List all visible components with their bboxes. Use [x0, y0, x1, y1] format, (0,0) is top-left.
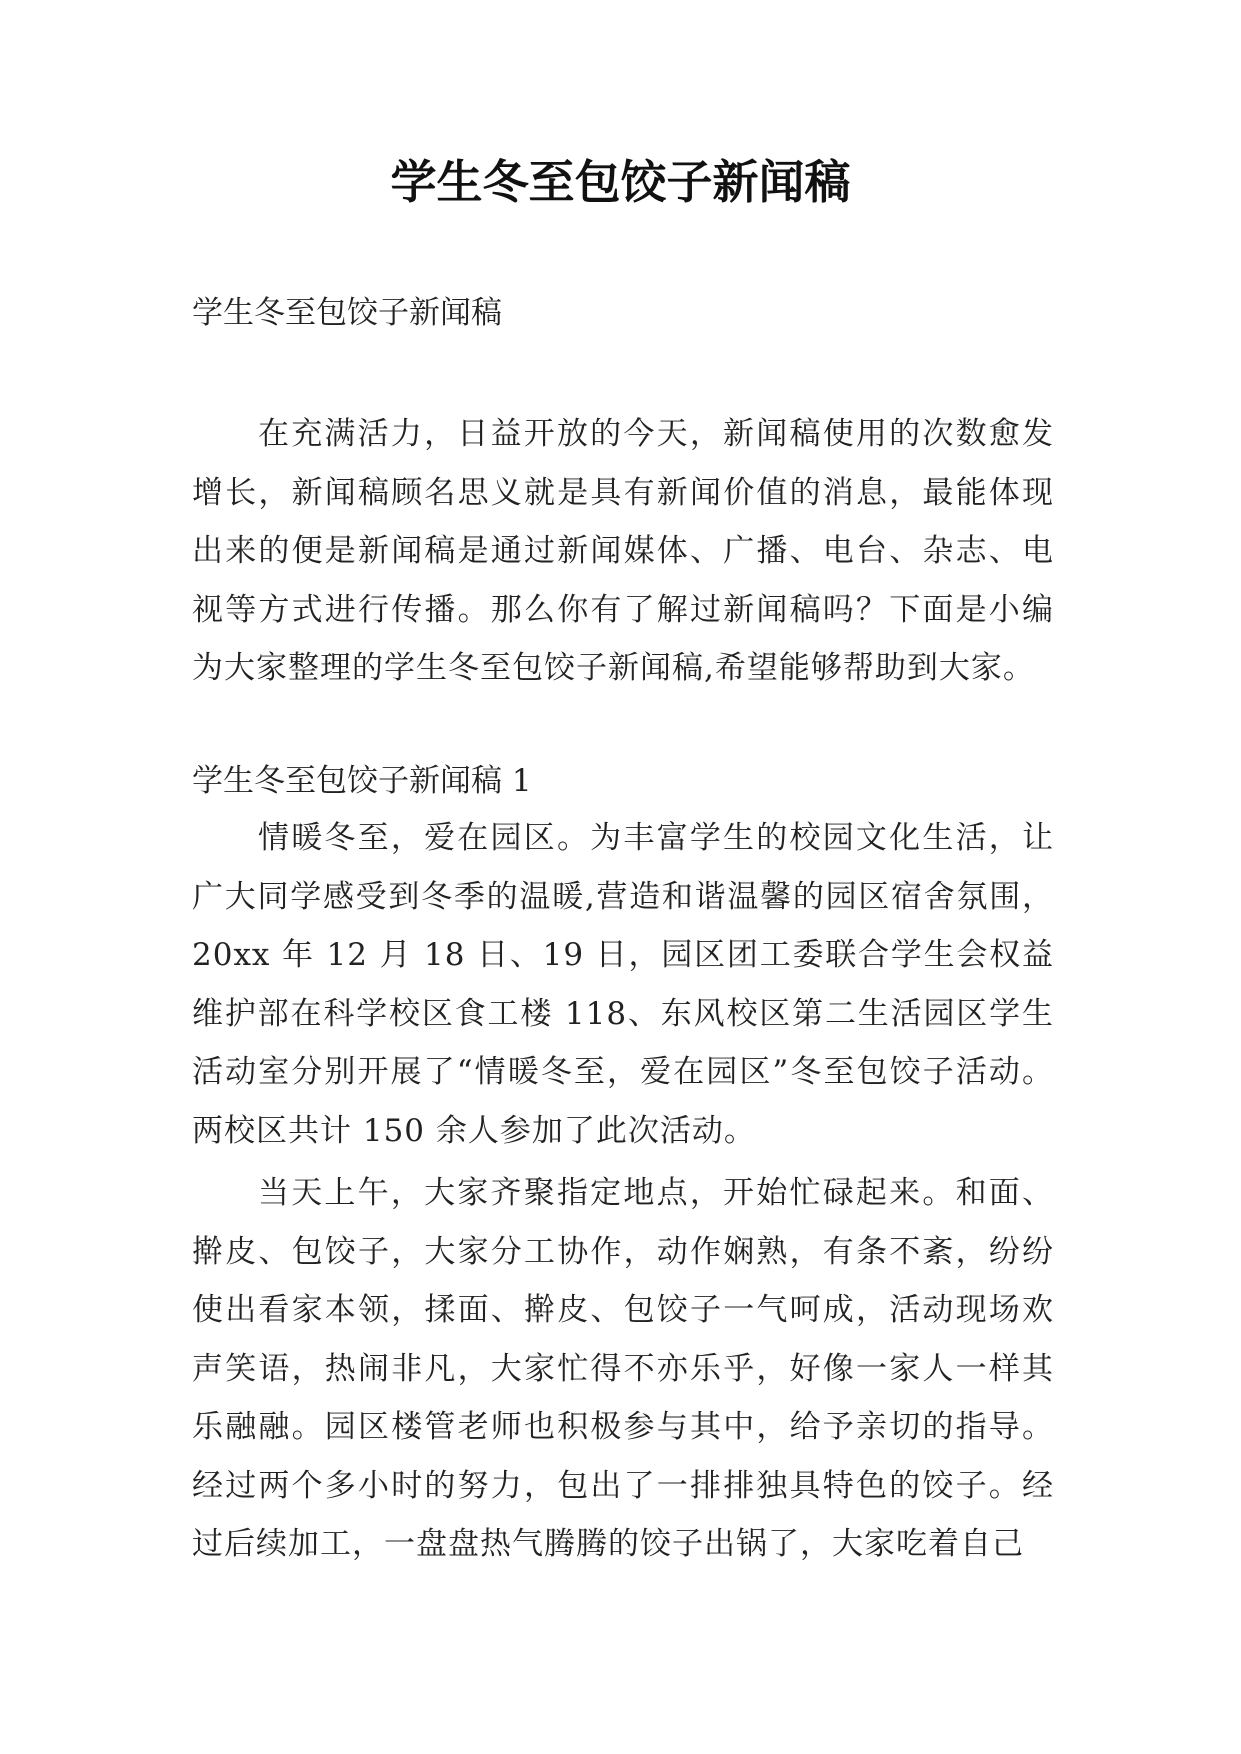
intro-paragraph: 在充满活力，日益开放的今天，新闻稿使用的次数愈发增长，新闻稿顾名思义就是具有新闻价值的消息，最能体现出来的便是新闻稿是通过新闻媒体、广播、电台、杂志、电视等方式进行传播。那么你有了解过新闻稿吗？下面是小编为大家整理的学生冬至包饺子新闻稿,希望能够帮助到大家。	[192, 416, 1054, 686]
section-paragraph-2: 当天上午，大家齐聚指定地点，开始忙碌起来。和面、擀皮、包饺子，大家分工协作，动作娴熟，有条不紊，纷纷使出看家本领，揉面、擀皮、包饺子一气呵成，活动现场欢声笑语，热闹非凡，大家忙得不亦乐乎，好像一家人一样其乐融融。园区楼管老师也积极参与其中，给予亲切的指导。经过两个多小时的努力，包出了一排排独具特色的饺子。经过后续加工，一盘盘热气腾腾的饺子出锅了，大家吃着自己	[192, 1175, 1054, 1562]
section-paragraph-1: 情暖冬至，爱在园区。为丰富学生的校园文化生活，让广大同学感受到冬季的温暖,营造和谐温馨的园区宿舍氛围，20xx 年 12 月 18 日、19 日，园区团工委联合学生会权益维护部在科学校区食工楼 118、东风校区第二生活园区学生活动室分别开展了“情暖冬至，爱在园区”冬至包饺子活动。两校区共计 150 余人参加了此次活动。	[192, 820, 1054, 1149]
document-subtitle: 学生冬至包饺子新闻稿	[192, 295, 502, 331]
document-title: 学生冬至包饺子新闻稿	[390, 155, 851, 209]
section-heading: 学生冬至包饺子新闻稿 1	[192, 763, 532, 799]
